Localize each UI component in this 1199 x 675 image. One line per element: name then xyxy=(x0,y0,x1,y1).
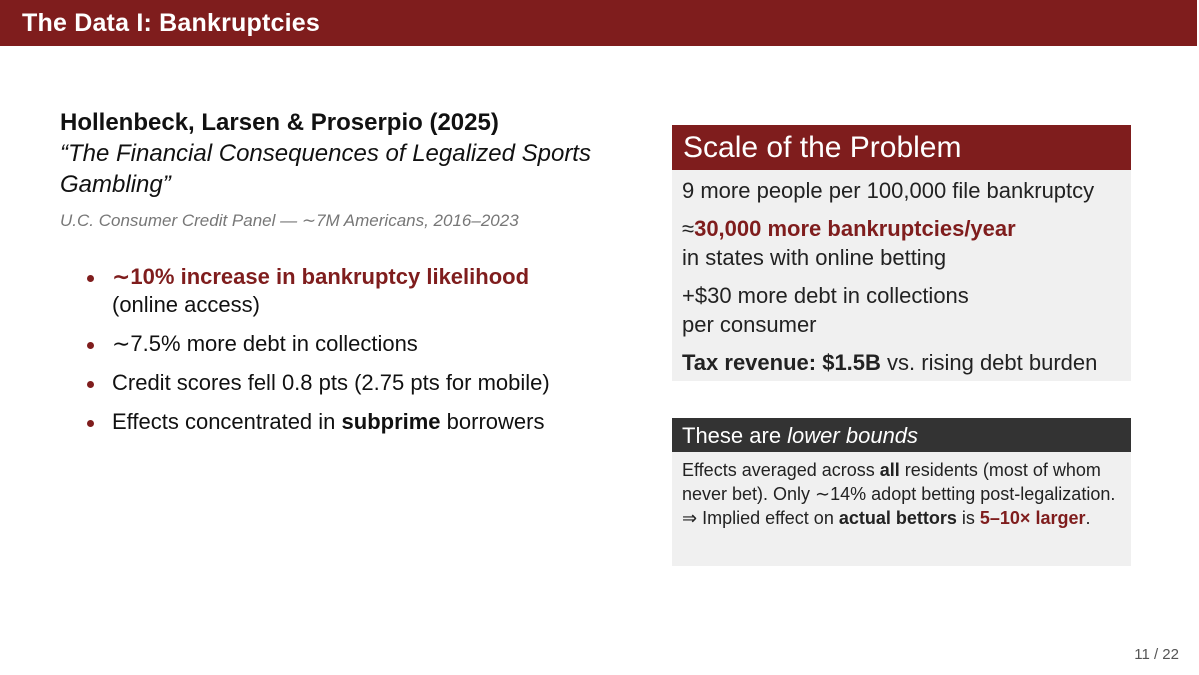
finding-text-pre: Effects concentrated in xyxy=(112,409,342,434)
bounds-title-pre: These are xyxy=(682,423,788,448)
page-number: 11 / 22 xyxy=(1134,646,1179,663)
finding-text-bold: subprime xyxy=(341,409,441,434)
list-item xyxy=(60,263,550,319)
finding-highlight: ∼10% increase in bankruptcy likelihood xyxy=(112,264,530,289)
finding-text: Credit scores fell 0.8 pts (2.75 pts for mobile) xyxy=(112,370,550,395)
bounds-t3-red: 5–10× larger xyxy=(979,508,1086,528)
list-item xyxy=(60,369,550,397)
bullet-icon xyxy=(87,342,94,349)
finding-detail: (online access) xyxy=(112,292,260,317)
bounds-title-em: lower bounds xyxy=(787,423,919,448)
findings-list xyxy=(60,263,550,447)
scale-line-2 xyxy=(682,214,1131,272)
title-bar xyxy=(0,0,1197,46)
slide-title: The Data I: Bankruptcies xyxy=(22,9,320,37)
scale-line-3 xyxy=(682,281,1131,339)
scale-line-1: 9 more people per 100,000 file bankruptcy xyxy=(682,178,1095,203)
approx-symbol: ≈ xyxy=(682,216,695,241)
bounds-t1: Effects averaged across xyxy=(682,460,880,480)
bullet-icon xyxy=(87,381,94,388)
scale-line-4-bold: Tax revenue: $1.5B xyxy=(682,350,881,375)
scale-box-title: Scale of the Problem xyxy=(672,125,1131,170)
scale-line-4-rest: vs. rising debt burden xyxy=(880,350,1098,375)
left-column xyxy=(60,108,650,434)
bounds-t4: . xyxy=(1085,508,1091,528)
finding-text-post: borrowers xyxy=(440,409,545,434)
finding-text: ∼7.5% more debt in collections xyxy=(112,331,418,356)
bullet-icon xyxy=(87,275,94,282)
citation-title: “The Financial Consequences of Legalized Sports Gambling” xyxy=(60,140,591,198)
scale-line-2-rest: in states with online betting xyxy=(682,245,947,270)
bounds-box-title xyxy=(672,418,1131,452)
list-item xyxy=(60,408,550,436)
citation-source: U.C. Consumer Credit Panel — ∼7M Americans, 2016–2023 xyxy=(60,211,519,230)
bounds-t1-bold: all xyxy=(879,460,900,480)
bullet-icon xyxy=(87,420,94,427)
bounds-t3: is xyxy=(956,508,980,528)
list-item xyxy=(60,330,550,358)
scale-line-3b: per consumer xyxy=(682,312,817,337)
scale-box xyxy=(672,125,1131,381)
bounds-box xyxy=(672,418,1131,566)
scale-line-3a: +$30 more debt in collections xyxy=(682,283,969,308)
citation-authors: Hollenbeck, Larsen & Proserpio (2025) xyxy=(60,109,499,136)
scale-line-2-bold: 30,000 more bankruptcies/year xyxy=(694,216,1016,241)
scale-line-4 xyxy=(682,348,1131,377)
bounds-t2: residents (most of whom never bet). Only ∼14% adopt betting post-legalization. ⇒ Implied effect on xyxy=(682,460,1116,528)
bounds-box-text xyxy=(672,452,1131,530)
bounds-t2-bold: actual bettors xyxy=(838,508,957,528)
